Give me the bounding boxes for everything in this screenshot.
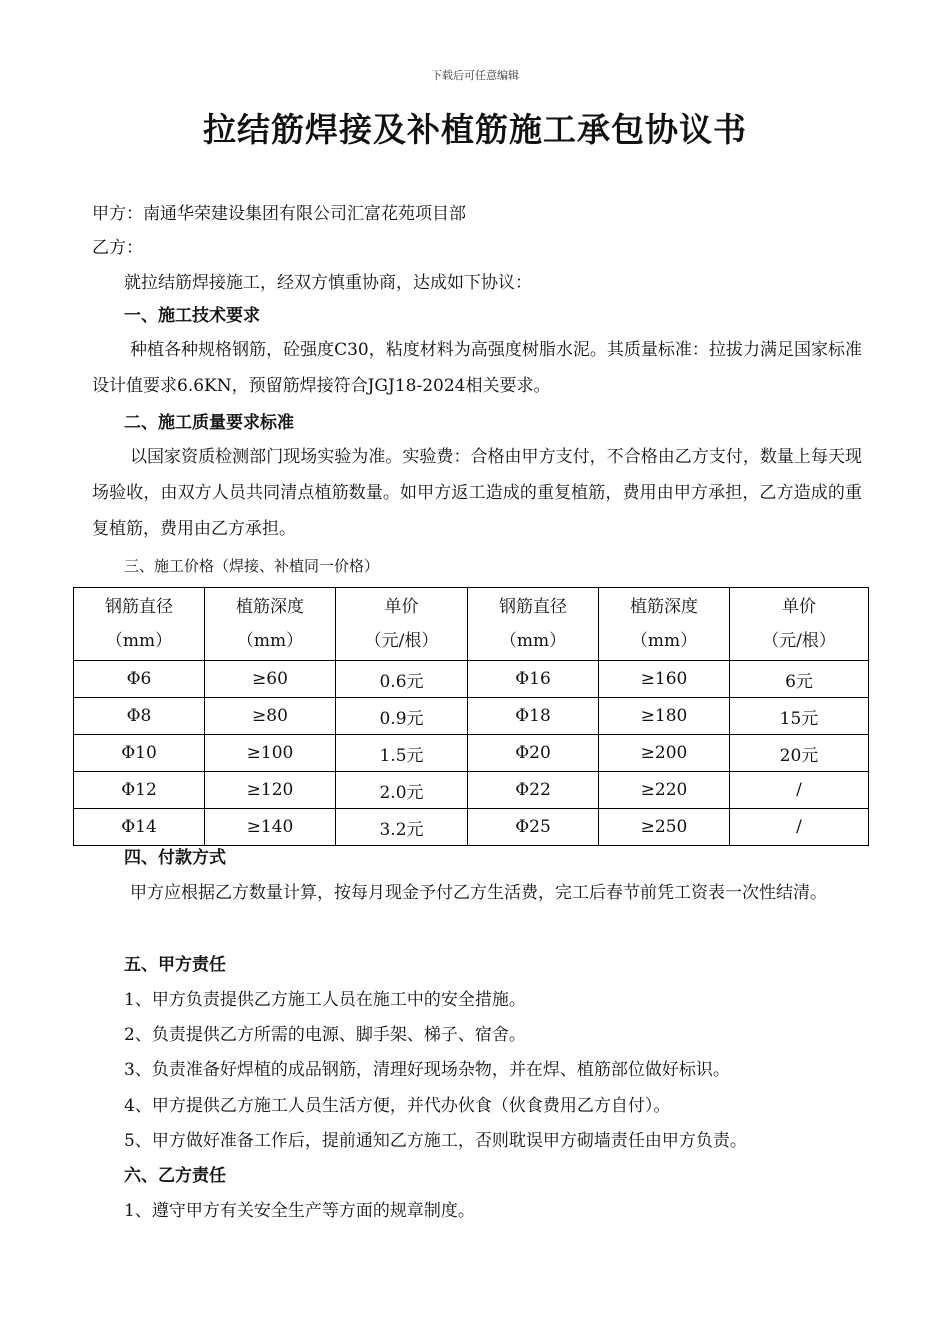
table-cell: ≥100 — [205, 735, 336, 772]
intro-text: 就拉结筋焊接施工，经双方慎重协商，达成如下协议： — [124, 273, 532, 293]
table-cell: ≥220 — [599, 772, 730, 809]
table-row — [74, 772, 869, 809]
party-a: 甲方：南通华荣建设集团有限公司汇富花苑项目部 — [92, 204, 466, 224]
table-cell: Φ22 — [468, 772, 599, 809]
header-cell: 植筋深度 （mm） — [599, 588, 730, 661]
table-cell: ≥250 — [599, 809, 730, 846]
table-cell: / — [730, 772, 869, 809]
document-title: 拉结筋焊接及补植筋施工承包协议书 — [203, 110, 747, 149]
table-cell: Φ18 — [468, 698, 599, 735]
header-cell: 钢筋直径 （mm） — [468, 588, 599, 661]
section1-body: 种植各种规格钢筋，砼强度C30，粘度材料为高强度树脂水泥。其质量标准：拉拔力满足国家标准设计值要求6.6KN，预留筋焊接符合JGJ18-2024相关要求。 — [92, 340, 862, 396]
table-cell: 20元 — [730, 735, 869, 772]
table-cell: / — [730, 809, 869, 846]
table-cell: 6元 — [730, 661, 869, 698]
table-row — [74, 698, 869, 735]
table-cell: Φ8 — [74, 698, 205, 735]
header-cell: 钢筋直径 （mm） — [74, 588, 205, 661]
list-item: 2、负责提供乙方所需的电源、脚手架、梯子、宿舍。 — [124, 1025, 526, 1045]
table-cell: 0.6元 — [336, 661, 468, 698]
table-cell: Φ6 — [74, 661, 205, 698]
header-cell: 单价 （元/根） — [336, 588, 468, 661]
table-cell: 2.0元 — [336, 772, 468, 809]
price-table-header-row — [74, 588, 869, 661]
table-cell: ≥180 — [599, 698, 730, 735]
list-item: 1、遵守甲方有关安全生产等方面的规章制度。 — [124, 1201, 475, 1221]
list-item: 1、甲方负责提供乙方施工人员在施工中的安全措施。 — [124, 990, 526, 1010]
price-table — [73, 587, 869, 846]
section3-heading: 三、施工价格（焊接、补植同一价格） — [124, 557, 380, 575]
table-cell: 1.5元 — [336, 735, 468, 772]
table-cell: 3.2元 — [336, 809, 468, 846]
table-cell: Φ20 — [468, 735, 599, 772]
table-cell: Φ10 — [74, 735, 205, 772]
table-row — [74, 661, 869, 698]
section2-heading: 二、施工质量要求标准 — [124, 413, 294, 433]
table-cell: 15元 — [730, 698, 869, 735]
table-cell: Φ12 — [74, 772, 205, 809]
table-cell: ≥120 — [205, 772, 336, 809]
list-item: 3、负责准备好焊植的成品钢筋，清理好现场杂物，并在焊、植筋部位做好标识。 — [124, 1060, 730, 1080]
header-cell: 植筋深度 （mm） — [205, 588, 336, 661]
list-item: 5、甲方做好准备工作后，提前通知乙方施工，否则耽误甲方砌墙责任由甲方负责。 — [124, 1131, 747, 1151]
list-item: 4、甲方提供乙方施工人员生活方便，并代办伙食（伙食费用乙方自付）。 — [124, 1096, 671, 1116]
table-cell: Φ16 — [468, 661, 599, 698]
table-cell: ≥60 — [205, 661, 336, 698]
header-cell: 单价 （元/根） — [730, 588, 869, 661]
table-cell: ≥80 — [205, 698, 336, 735]
section6-heading: 六、乙方责任 — [124, 1166, 226, 1186]
header-note: 下载后可任意编辑 — [431, 69, 519, 82]
table-cell: Φ25 — [468, 809, 599, 846]
section4-body: 甲方应根据乙方数量计算，按每月现金予付乙方生活费，完工后春节前凭工资表一次性结清。 — [130, 883, 827, 903]
table-row — [74, 735, 869, 772]
table-cell: ≥200 — [599, 735, 730, 772]
section1-heading: 一、施工技术要求 — [124, 306, 260, 326]
party-b: 乙方： — [92, 238, 143, 258]
section5-heading: 五、甲方责任 — [124, 955, 226, 975]
table-cell: 0.9元 — [336, 698, 468, 735]
table-cell: ≥140 — [205, 809, 336, 846]
table-cell: Φ14 — [74, 809, 205, 846]
section2-body: 以国家资质检测部门现场实验为准。实验费：合格由甲方支付，不合格由乙方支付，数量上每天现场验收，由双方人员共同清点植筋数量。如甲方返工造成的重复植筋，费用由甲方承担，乙方造成的重复植筋，费用由乙方承担。 — [92, 447, 862, 539]
table-cell: ≥160 — [599, 661, 730, 698]
section4-heading: 四、付款方式 — [124, 848, 226, 868]
